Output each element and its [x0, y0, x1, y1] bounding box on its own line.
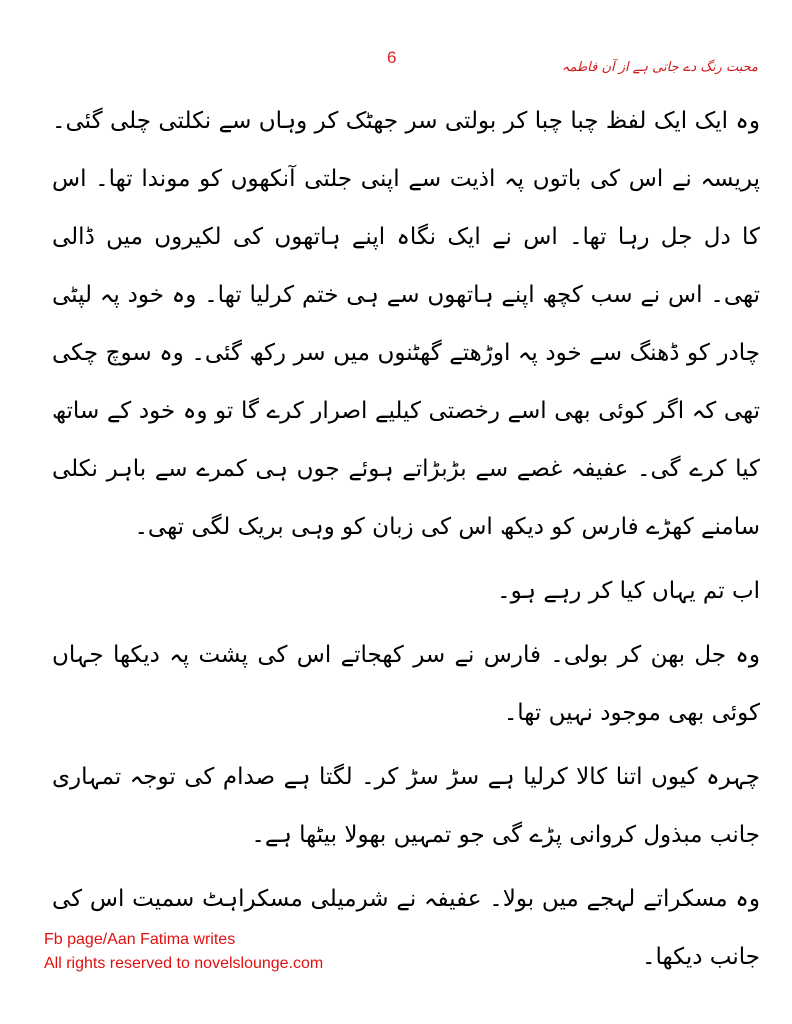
page-number: 6: [387, 48, 397, 67]
paragraph: چہرہ کیوں اتنا کالا کرلیا ہے سڑ سڑ کر۔ لگتا ہے صدام کی توجہ تمہاری جانب مبذول کروانی پڑے گی جو تمہیں بھولا بیٹھا ہے۔: [52, 764, 760, 848]
paragraph: وہ مسکراتے لہجے میں بولا۔ عفیفہ نے شرمیلی مسکراہٹ سمیت اس کی جانب دیکھا۔: [52, 886, 760, 970]
footer-fb-page: Fb page/Aan Fatima writes: [44, 931, 236, 948]
footer-credits: [44, 928, 323, 976]
paragraph: وہ جل بھن کر بولی۔ فارس نے سر کھجاتے اس کی پشت پہ دیکھا جہاں کوئی بھی موجود نہیں تھا۔: [52, 642, 760, 726]
novel-body-text: [52, 92, 760, 986]
paragraph: اب تم یہاں کیا کر رہے ہو۔: [497, 578, 760, 604]
footer-copyright: All rights reserved to novelslounge.com: [44, 955, 324, 972]
book-title: محبت رنگ دے جاتی ہے از آن فاطمہ: [561, 60, 758, 75]
paragraph: وہ ایک ایک لفظ چبا چبا کر بولتی سر جھٹک کر وہاں سے نکلتی چلی گئی۔ پریسہ نے اس کی باتوں پہ اذیت سے اپنی جلتی آنکھوں کو موندا تھا۔ اس کا دل جل رہا تھا۔ اس نے ایک نگاہ اپنے ہاتھوں کی لکیروں میں ڈالی تھی۔ اس نے سب کچھ اپنے ہاتھوں سے ہی ختم کرلیا تھا۔ وہ خود پہ لپٹی چادر کو ڈھنگ سے خود پہ اوڑھتے گھٹنوں میں سر رکھ گئی۔ وہ سوچ چکی تھی کہ اگر کوئی بھی اسے رخصتی کیلیے اصرار کرے گا تو وہ خود کے ساتھ کیا کرے گی۔ عفیفہ غصے سے بڑبڑاتے ہوئے جوں ہی کمرے سے باہر نکلی سامنے کھڑے فارس کو دیکھ اس کی زبان کو وہی بریک لگی تھی۔: [52, 108, 760, 540]
